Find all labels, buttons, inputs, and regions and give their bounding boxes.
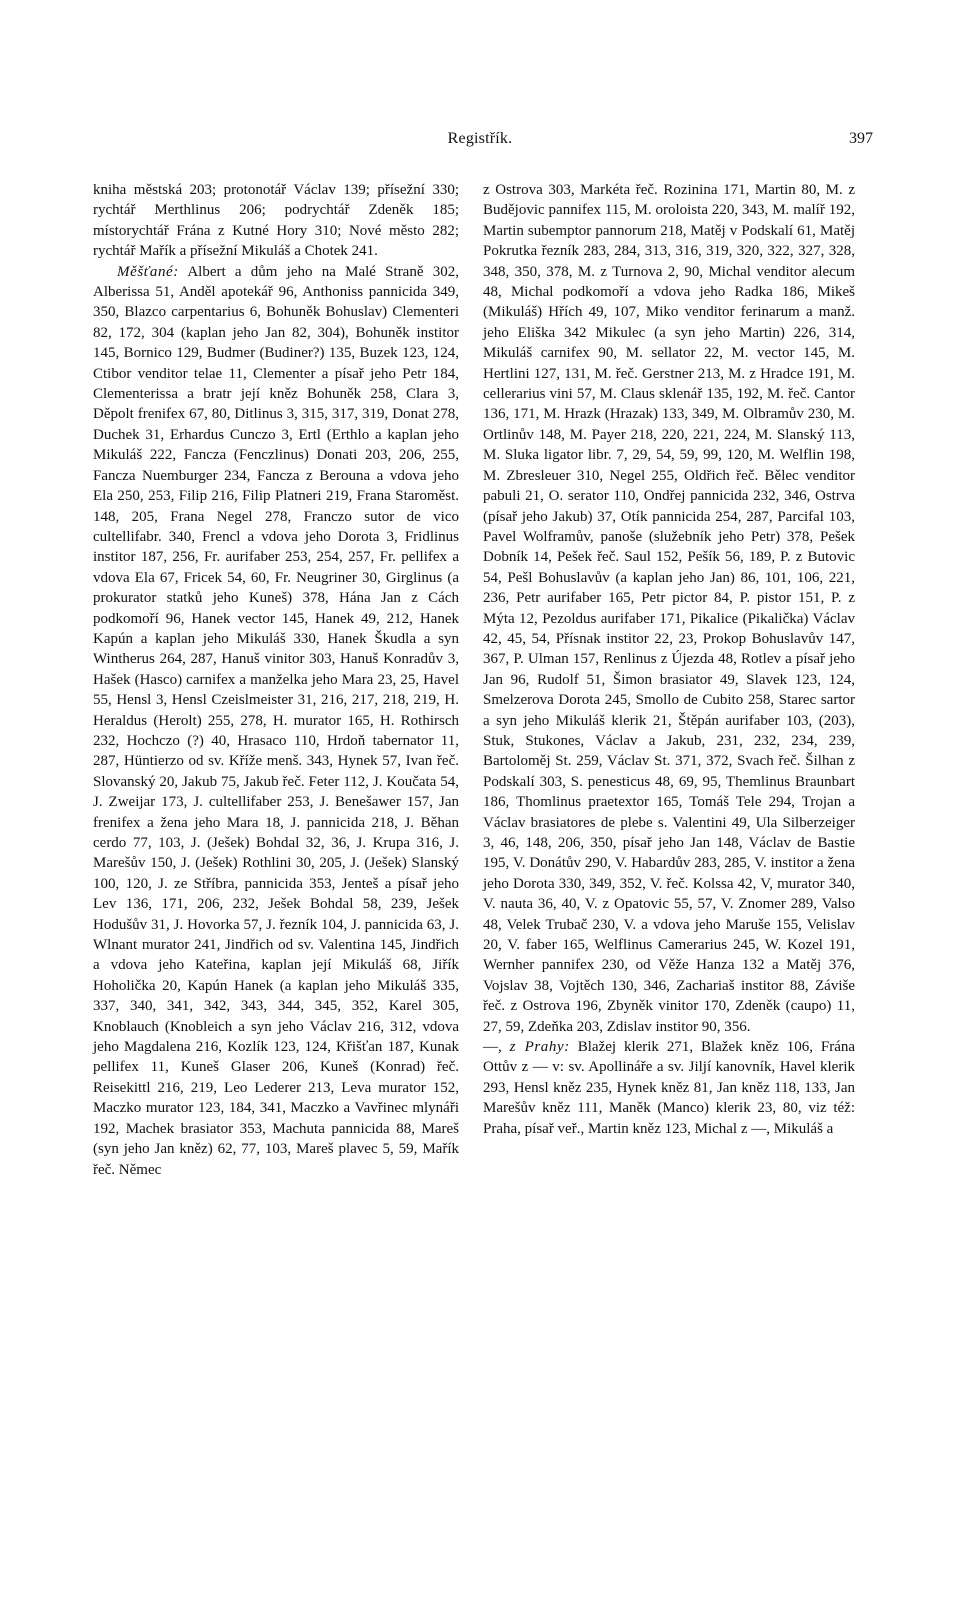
dash-lead: —, — [483, 1039, 510, 1056]
entry-mestane-continued: z Ostrova 303, Markéta řeč. Rozinina 171, Martin 80, M. z Budějovic pannifex 115, M. oroloista 220, 343, M. malíř 192, Martin subemptor pannorum 218, Matěj v Podskalí 61, Matěj Pokrutka řezník 283, 284, 313, 316, 319, 320, 322, 327, 328, 348, 350, 378, M. z Turnova 2, 90, Michal venditor alecum 48, Michal podkomoří a vdova jeho Radka 186, Mikeš (Mikuláš) Hřích 49, 107, Miko venditor ferinarum a manž. jeho Eliška 342 Mikulec (a syn jeho Martin) 226, 314, Mikuláš carnifex 90, M. sellator 22, M. vector 145, M. Hertlini 127, 131, M. řeč. Gerstner 213, M. z Hradce 191, M. cellerarius vini 57, M. Claus sklenář 135, 192, M. řeč. Cantor 136, 171, M. Hrazk (Hrazak) 133, 349, M. Olbramův 230, M. Ortlinův 148, M. Payer 218, 220, 221, 224, M. Slanský 113, M. Sluka ligator libr. 7, 29, 54, 59, 99, 120, M. Welflin 198, M. Zbresleuer 310, Negel 255, Oldřich řeč. Bělec venditor pabuli 21, O. serator 110, Ondřej pannicida 232, 346, Ostrva (písař jeho Jakub) 37, Otík pannicida 254, 287, Parcifal 103, Pavel Wolframův, panoše (služebník jeho Petr) 378, Pešek Dobník 14, Pešek řeč. Saul 152, Pešík 56, 189, P. z Butovic 54, Pešl Bohuslavův (a kaplan jeho Jan) 86, 101, 106, 221, 236, Petr aurifaber 165, Petr pictor 84, P. pistor 151, P. z Mýta 12, Pezoldus aurifaber 171, Pikalice (Pikalička) Václav 42, 45, 54, Přísnak institor 22, 23, Prokop Bohuslavův 147, 367, P. Ulman 157, Renlinus z Újezda 48, Rotlev a písař jeho Jan 96, Rudolf 51, Šimon brasiator 49, Slavek 123, 124, Smelzerova Dorota 245, Smollo de Cubito 258, Starec sartor a syn jeho Mikuláš klerik 21, Štěpán aurifaber 103, (203), Stuk, Stukones, Václav a Jakub, 231, 232, 234, 239, Bartoloměj St. 259, Václav St. 371, 372, Svach řeč. Šilhan z Podskalí 303, S. penesticus 48, 69, 95, Themlinus Braunbart 186, Thomlinus praetextor 165, Tomáš Tele 294, Trojan a Václav brasiatores de plebe s. Valentini 49, Ula Silberzeiger 3, 46, 148, 206, 350, písař jeho Jan 148, Václav de Bastie 195, V. Donátův 290, V. Habardův 283, 285, V. institor a žena jeho Dorota 330, 349, 352, V. řeč. Kolssa 42, V, murator 340, V. nauta 36, 40, V. z Opatovic 55, 57, V. Znomer 289, Valso 48, Velek Trubač 230, V. a vdova jeho Maruše 155, Velislav 20, V. faber 165, Welflinus Camerarius 245, W. Kozel 191, Wernher pannifex 230, od Věže Hanza 132 a Matěj 376, Vojslav 38, Vojtěch 130, 346, Zachariaš institor 88, Záviše řeč. z Ostrova 196, Zbyněk vinitor 170, Zdeněk (caupo) 11, 27, 59, Zdeňka 203, Zdislav institor 90, 356. — [483, 182, 855, 1035]
entry-z-prahy — [483, 1037, 855, 1139]
entry-kniha-mestska: kniha městská 203; protonotář Václav 139; přísežní 330; rychtář Merthlinus 206; podrychtář Zdeněk 185; místorychtář Frána z Kutné Hory 310; Nové město 282; rychtář Mařík a přísežní Mikuláš a Chotek 241. — [93, 182, 459, 260]
page-number: 397 — [849, 130, 873, 147]
section-label-z-prahy: z Prahy: — [509, 1039, 570, 1056]
entry-mestane — [93, 262, 459, 1180]
section-label-mestane: Měšťané: — [117, 263, 179, 280]
entry-mestane-text: Albert a dům jeho na Malé Straně 302, Alberissa 51, Anděl apotekář 96, Anthoniss pannicida 349, 350, Blazco carpentarius 6, Bohuněk Bohuslav) Clementeri 82, 172, 304 (kaplan jeho Jan 82, 304), Bohuněk institor 145, Bornico 129, Budmer (Budiner?) 135, Buzek 123, 124, Ctibor venditor telae 11, Clementer a písař jeho Petr 184, Clementerissa a bratr její kněz Bohuněk 258, Clara 3, Děpolt frenifex 67, 80, Ditlinus 3, 315, 317, 319, Donat 278, Duchek 31, Erhardus Cunczo 3, Ertl (Erthlo a kaplan jeho Mikuláš 222, Fancza (Fenczlinus) Donati 203, 206, 255, Fancza Nuemburger 234, Fancza z Berouna a vdova jeho Ela 250, 253, Filip 216, Filip Platneri 219, Frana Staroměst. 148, 205, Frana Negel 278, Franczo sutor de vico cultellifabr. 340, Frencl a vdova jeho Dorota 3, Fridlinus institor 187, 256, Fr. aurifaber 253, 254, 257, Fr. pellifex a vdova Ela 67, Fricek 54, 60, Fr. Neugriner 30, Girglinus (a prokurator statků jeho Kuneš) 378, Hána Jan z Cách podkomoří 96, Hanek vector 145, Hanek 49, 212, Hanek Kapún a kaplan jeho Mikuláš 330, Hanek Škudla a syn Wintherus 264, 287, Hanuš vinitor 303, Hanuš Konradův 3, Hašek (Hasco) carnifex a manželka jeho Mara 23, 25, Havel 55, Hensl 3, Hensl Czeislmeister 31, 216, 217, 218, 219, H. Heraldus (Herolt) 255, 278, H. murator 165, H. Rothirsch 232, Hochczo (?) 40, Hrasaco 110, Hrdoň tabernator 11, 287, Hüntierzo od sv. Kříže menš. 343, Hynek 57, Ivan řeč. Slovanský 20, Jakub 75, Jakub řeč. Feter 112, J. Koučata 54, J. Zweijar 173, J. cultellifaber 253, J. Benešawer 157, Jan frenifex a žena jeho Mara 18, J. pannicida 218, J. Běhan cerdo 77, 103, J. (Ješek) Bohdal 32, 36, J. Krupa 316, J. Marešův 150, J. (Ješek) Rothlini 30, 205, J. (Ješek) Slanský 100, 120, J. ze Stříbra, pannicida 353, Jenteš a písař jeho Lev 136, 171, 206, 232, Ješek Bohdal 58, 239, Ješek Hodušův 31, J. Hovorka 57, J. řezník 104, J. pannicida 63, J. Wlnant murator 241, Jindřich od sv. Valentina 145, Jindřich a vdova jeho Kateřina, kaplan její Mikuláš 68, Jiřík Hoholička 20, Kapún Hanek (a kaplan jeho Mikuláš 335, 337, 340, 341, 342, 343, 344, 345, 352, Karel 305, Knoblauch (Knobleich a syn jeho Václav 216, 312, vdova jeho Magdalena 216, Kozlík 123, 124, Křišťan 187, Kunak pellifex 11, Kuneš Glaser 206, Kuneš (Konrad) řeč. Reisekittl 216, 219, Leo Lederer 213, Leva murator 152, Maczko murator 123, 184, 341, Maczko a Vavřinec mlynáři 192, Machek brasiator 353, Machuta pannicida 88, Mareš (syn jeho Jan kněz) 62, 77, 103, Mareš plavec 5, 59, Mařík řeč. Němec — [93, 263, 459, 1178]
right-column — [483, 180, 855, 1139]
left-column — [93, 180, 459, 1180]
entry-z-prahy-text: Blažej klerik 271, Blažek kněz 106, Frána Ottův z — v: sv. Apollináře a sv. Jiljí kanovník, Havel klerik 293, Hensl kněz 235, Hynek kněz 81, Jan kněz 118, 133, Jan Marešův kněz 111, Maněk (Manco) klerik 23, 80, viz též: Praha, písař veř., Martin kněz 123, Michal z —, Mikuláš a — [483, 1039, 856, 1137]
running-title: Registřík. — [447, 130, 513, 147]
